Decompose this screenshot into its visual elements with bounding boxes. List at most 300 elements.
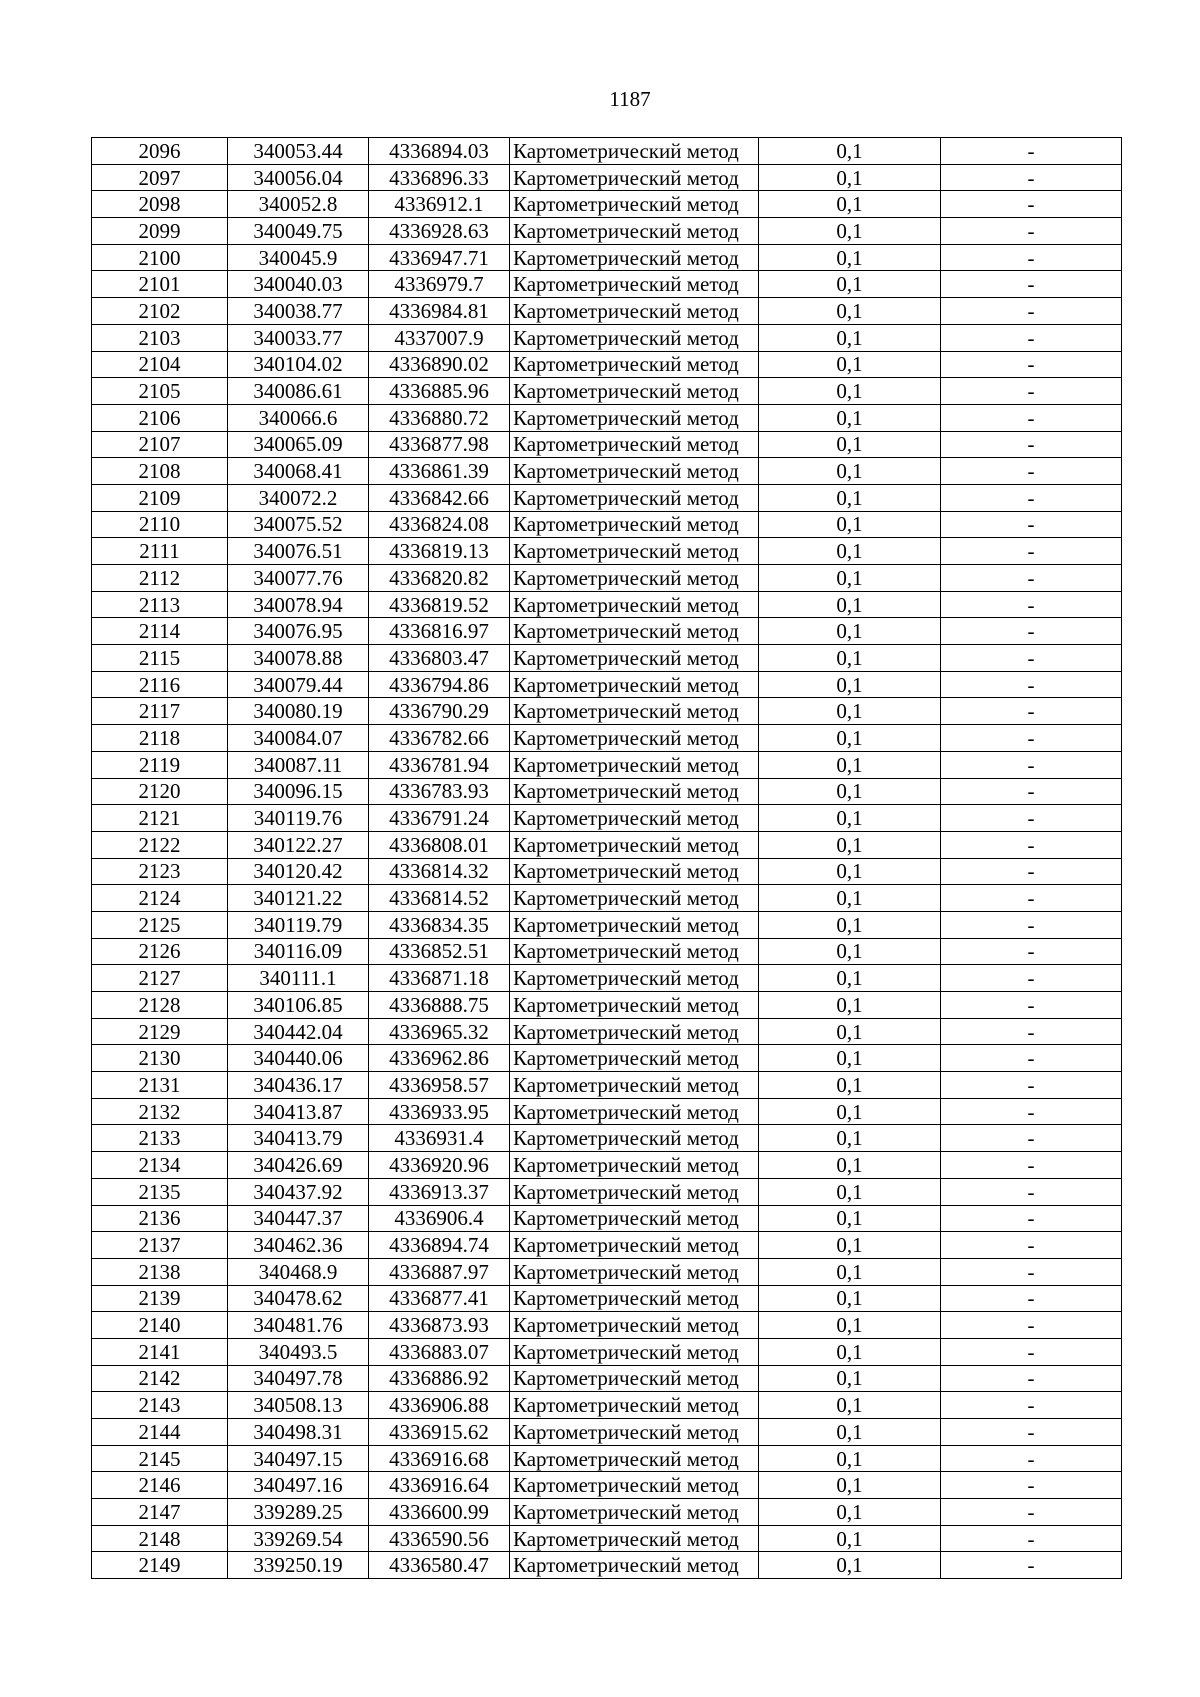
method-cell: Картометрический метод [510,1419,759,1446]
point-number-cell: 2106 [92,404,228,431]
accuracy-cell: 0,1 [759,725,941,752]
table-row [92,911,1122,938]
method-cell: Картометрический метод [510,298,759,325]
x-coordinate-cell: 339250.19 [228,1552,369,1579]
table-row [92,885,1122,912]
accuracy-cell: 0,1 [759,164,941,191]
point-number-cell: 2100 [92,244,228,271]
x-coordinate-cell: 340056.04 [228,164,369,191]
method-cell: Картометрический метод [510,778,759,805]
table-row [92,831,1122,858]
note-cell: - [941,271,1122,298]
accuracy-cell: 0,1 [759,1018,941,1045]
method-cell: Картометрический метод [510,1552,759,1579]
accuracy-cell: 0,1 [759,911,941,938]
y-coordinate-cell: 4336916.68 [369,1445,510,1472]
method-cell: Картометрический метод [510,565,759,592]
y-coordinate-cell: 4336886.92 [369,1365,510,1392]
table-row [92,1285,1122,1312]
table-row [92,138,1122,165]
y-coordinate-cell: 4336834.35 [369,911,510,938]
note-cell: - [941,324,1122,351]
table-row [92,858,1122,885]
method-cell: Картометрический метод [510,351,759,378]
y-coordinate-cell: 4336888.75 [369,992,510,1019]
method-cell: Картометрический метод [510,965,759,992]
y-coordinate-cell: 4336814.32 [369,858,510,885]
table-row [92,378,1122,405]
method-cell: Картометрический метод [510,138,759,165]
y-coordinate-cell: 4336979.7 [369,271,510,298]
table-row [92,992,1122,1019]
table-row [92,218,1122,245]
y-coordinate-cell: 4336783.93 [369,778,510,805]
y-coordinate-cell: 4336877.41 [369,1285,510,1312]
x-coordinate-cell: 340033.77 [228,324,369,351]
y-coordinate-cell: 4336861.39 [369,458,510,485]
point-number-cell: 2120 [92,778,228,805]
x-coordinate-cell: 340119.79 [228,911,369,938]
x-coordinate-cell: 339289.25 [228,1499,369,1526]
note-cell: - [941,831,1122,858]
y-coordinate-cell: 4336590.56 [369,1525,510,1552]
note-cell: - [941,1178,1122,1205]
table-row [92,725,1122,752]
method-cell: Картометрический метод [510,244,759,271]
note-cell: - [941,1552,1122,1579]
y-coordinate-cell: 4336814.52 [369,885,510,912]
point-number-cell: 2143 [92,1392,228,1419]
note-cell: - [941,191,1122,218]
y-coordinate-cell: 4336947.71 [369,244,510,271]
accuracy-cell: 0,1 [759,1072,941,1099]
x-coordinate-cell: 340087.11 [228,751,369,778]
method-cell: Картометрический метод [510,1525,759,1552]
table-row [92,1499,1122,1526]
note-cell: - [941,244,1122,271]
accuracy-cell: 0,1 [759,324,941,351]
y-coordinate-cell: 4336873.93 [369,1312,510,1339]
accuracy-cell: 0,1 [759,218,941,245]
x-coordinate-cell: 340076.51 [228,538,369,565]
y-coordinate-cell: 4336580.47 [369,1552,510,1579]
x-coordinate-cell: 340080.19 [228,698,369,725]
note-cell: - [941,885,1122,912]
accuracy-cell: 0,1 [759,458,941,485]
note-cell: - [941,1499,1122,1526]
y-coordinate-cell: 4336962.86 [369,1045,510,1072]
table-row [92,191,1122,218]
x-coordinate-cell: 340481.76 [228,1312,369,1339]
method-cell: Картометрический метод [510,1098,759,1125]
x-coordinate-cell: 340053.44 [228,138,369,165]
table-row [92,1525,1122,1552]
table-row [92,1018,1122,1045]
x-coordinate-cell: 340116.09 [228,938,369,965]
accuracy-cell: 0,1 [759,431,941,458]
method-cell: Картометрический метод [510,885,759,912]
accuracy-cell: 0,1 [759,1312,941,1339]
note-cell: - [941,1445,1122,1472]
note-cell: - [941,751,1122,778]
accuracy-cell: 0,1 [759,1045,941,1072]
x-coordinate-cell: 340045.9 [228,244,369,271]
x-coordinate-cell: 340493.5 [228,1338,369,1365]
x-coordinate-cell: 339269.54 [228,1525,369,1552]
table-row [92,671,1122,698]
y-coordinate-cell: 4336819.52 [369,591,510,618]
table-row [92,538,1122,565]
accuracy-cell: 0,1 [759,1285,941,1312]
table-row [92,1152,1122,1179]
table-row [92,591,1122,618]
method-cell: Картометрический метод [510,1338,759,1365]
method-cell: Картометрический метод [510,458,759,485]
point-number-cell: 2121 [92,805,228,832]
point-number-cell: 2127 [92,965,228,992]
table-row [92,404,1122,431]
method-cell: Картометрический метод [510,378,759,405]
method-cell: Картометрический метод [510,324,759,351]
accuracy-cell: 0,1 [759,805,941,832]
point-number-cell: 2133 [92,1125,228,1152]
point-number-cell: 2126 [92,938,228,965]
point-number-cell: 2134 [92,1152,228,1179]
point-number-cell: 2096 [92,138,228,165]
method-cell: Картометрический метод [510,1258,759,1285]
y-coordinate-cell: 4336820.82 [369,565,510,592]
coordinates-table [91,137,1122,1579]
table-row [92,164,1122,191]
accuracy-cell: 0,1 [759,885,941,912]
y-coordinate-cell: 4336790.29 [369,698,510,725]
x-coordinate-cell: 340497.78 [228,1365,369,1392]
coordinates-table-body [92,138,1122,1579]
accuracy-cell: 0,1 [759,244,941,271]
table-row [92,751,1122,778]
note-cell: - [941,218,1122,245]
table-row [92,965,1122,992]
table-row [92,1098,1122,1125]
y-coordinate-cell: 4336894.74 [369,1232,510,1259]
y-coordinate-cell: 4336600.99 [369,1499,510,1526]
x-coordinate-cell: 340065.09 [228,431,369,458]
accuracy-cell: 0,1 [759,1392,941,1419]
table-row [92,271,1122,298]
method-cell: Картометрический метод [510,1232,759,1259]
note-cell: - [941,1472,1122,1499]
x-coordinate-cell: 340052.8 [228,191,369,218]
method-cell: Картометрический метод [510,698,759,725]
point-number-cell: 2130 [92,1045,228,1072]
point-number-cell: 2116 [92,671,228,698]
note-cell: - [941,138,1122,165]
x-coordinate-cell: 340078.88 [228,645,369,672]
accuracy-cell: 0,1 [759,1365,941,1392]
note-cell: - [941,538,1122,565]
point-number-cell: 2123 [92,858,228,885]
method-cell: Картометрический метод [510,618,759,645]
point-number-cell: 2147 [92,1499,228,1526]
method-cell: Картометрический метод [510,191,759,218]
y-coordinate-cell: 4336791.24 [369,805,510,832]
note-cell: - [941,778,1122,805]
accuracy-cell: 0,1 [759,778,941,805]
table-row [92,458,1122,485]
x-coordinate-cell: 340436.17 [228,1072,369,1099]
method-cell: Картометрический метод [510,938,759,965]
table-row [92,1125,1122,1152]
note-cell: - [941,938,1122,965]
point-number-cell: 2141 [92,1338,228,1365]
x-coordinate-cell: 340106.85 [228,992,369,1019]
x-coordinate-cell: 340076.95 [228,618,369,645]
note-cell: - [941,404,1122,431]
method-cell: Картометрический метод [510,1472,759,1499]
x-coordinate-cell: 340413.79 [228,1125,369,1152]
note-cell: - [941,1125,1122,1152]
accuracy-cell: 0,1 [759,938,941,965]
point-number-cell: 2114 [92,618,228,645]
y-coordinate-cell: 4336920.96 [369,1152,510,1179]
x-coordinate-cell: 340049.75 [228,218,369,245]
point-number-cell: 2128 [92,992,228,1019]
table-row [92,1072,1122,1099]
y-coordinate-cell: 4336887.97 [369,1258,510,1285]
point-number-cell: 2129 [92,1018,228,1045]
y-coordinate-cell: 4336916.64 [369,1472,510,1499]
note-cell: - [941,458,1122,485]
y-coordinate-cell: 4336803.47 [369,645,510,672]
note-cell: - [941,565,1122,592]
y-coordinate-cell: 4336871.18 [369,965,510,992]
note-cell: - [941,1098,1122,1125]
point-number-cell: 2110 [92,511,228,538]
note-cell: - [941,805,1122,832]
y-coordinate-cell: 4336781.94 [369,751,510,778]
table-row [92,1365,1122,1392]
point-number-cell: 2112 [92,565,228,592]
point-number-cell: 2097 [92,164,228,191]
accuracy-cell: 0,1 [759,1258,941,1285]
x-coordinate-cell: 340111.1 [228,965,369,992]
note-cell: - [941,1018,1122,1045]
point-number-cell: 2135 [92,1178,228,1205]
accuracy-cell: 0,1 [759,1338,941,1365]
y-coordinate-cell: 4336885.96 [369,378,510,405]
note-cell: - [941,1232,1122,1259]
x-coordinate-cell: 340440.06 [228,1045,369,1072]
accuracy-cell: 0,1 [759,538,941,565]
accuracy-cell: 0,1 [759,618,941,645]
accuracy-cell: 0,1 [759,992,941,1019]
x-coordinate-cell: 340079.44 [228,671,369,698]
table-row [92,778,1122,805]
accuracy-cell: 0,1 [759,1525,941,1552]
accuracy-cell: 0,1 [759,1499,941,1526]
y-coordinate-cell: 4336816.97 [369,618,510,645]
point-number-cell: 2109 [92,484,228,511]
method-cell: Картометрический метод [510,164,759,191]
x-coordinate-cell: 340442.04 [228,1018,369,1045]
accuracy-cell: 0,1 [759,511,941,538]
point-number-cell: 2108 [92,458,228,485]
accuracy-cell: 0,1 [759,831,941,858]
table-row [92,1258,1122,1285]
y-coordinate-cell: 4336928.63 [369,218,510,245]
x-coordinate-cell: 340086.61 [228,378,369,405]
x-coordinate-cell: 340462.36 [228,1232,369,1259]
accuracy-cell: 0,1 [759,138,941,165]
table-row [92,805,1122,832]
note-cell: - [941,1392,1122,1419]
x-coordinate-cell: 340468.9 [228,1258,369,1285]
table-row [92,565,1122,592]
y-coordinate-cell: 4336984.81 [369,298,510,325]
x-coordinate-cell: 340426.69 [228,1152,369,1179]
note-cell: - [941,1525,1122,1552]
method-cell: Картометрический метод [510,1365,759,1392]
accuracy-cell: 0,1 [759,1125,941,1152]
table-row [92,1419,1122,1446]
table-row [92,1552,1122,1579]
method-cell: Картометрический метод [510,992,759,1019]
accuracy-cell: 0,1 [759,591,941,618]
x-coordinate-cell: 340497.15 [228,1445,369,1472]
point-number-cell: 2124 [92,885,228,912]
method-cell: Картометрический метод [510,1312,759,1339]
note-cell: - [941,725,1122,752]
note-cell: - [941,1365,1122,1392]
table-row [92,511,1122,538]
y-coordinate-cell: 4336906.4 [369,1205,510,1232]
point-number-cell: 2107 [92,431,228,458]
table-row [92,1205,1122,1232]
table-row [92,698,1122,725]
x-coordinate-cell: 340437.92 [228,1178,369,1205]
method-cell: Картометрический метод [510,1018,759,1045]
method-cell: Картометрический метод [510,858,759,885]
method-cell: Картометрический метод [510,484,759,511]
method-cell: Картометрический метод [510,725,759,752]
y-coordinate-cell: 4337007.9 [369,324,510,351]
y-coordinate-cell: 4336965.32 [369,1018,510,1045]
point-number-cell: 2118 [92,725,228,752]
note-cell: - [941,1312,1122,1339]
accuracy-cell: 0,1 [759,1098,941,1125]
method-cell: Картометрический метод [510,218,759,245]
y-coordinate-cell: 4336890.02 [369,351,510,378]
point-number-cell: 2138 [92,1258,228,1285]
x-coordinate-cell: 340078.94 [228,591,369,618]
note-cell: - [941,1072,1122,1099]
point-number-cell: 2149 [92,1552,228,1579]
table-row [92,645,1122,672]
table-row [92,244,1122,271]
y-coordinate-cell: 4336782.66 [369,725,510,752]
table-row [92,1312,1122,1339]
accuracy-cell: 0,1 [759,1205,941,1232]
accuracy-cell: 0,1 [759,1445,941,1472]
method-cell: Картометрический метод [510,431,759,458]
y-coordinate-cell: 4336852.51 [369,938,510,965]
point-number-cell: 2119 [92,751,228,778]
y-coordinate-cell: 4336894.03 [369,138,510,165]
accuracy-cell: 0,1 [759,645,941,672]
accuracy-cell: 0,1 [759,1232,941,1259]
method-cell: Картометрический метод [510,538,759,565]
x-coordinate-cell: 340498.31 [228,1419,369,1446]
x-coordinate-cell: 340077.76 [228,565,369,592]
x-coordinate-cell: 340068.41 [228,458,369,485]
table-row [92,1445,1122,1472]
x-coordinate-cell: 340122.27 [228,831,369,858]
accuracy-cell: 0,1 [759,404,941,431]
x-coordinate-cell: 340508.13 [228,1392,369,1419]
x-coordinate-cell: 340121.22 [228,885,369,912]
table-row [92,1338,1122,1365]
note-cell: - [941,1045,1122,1072]
y-coordinate-cell: 4336883.07 [369,1338,510,1365]
accuracy-cell: 0,1 [759,671,941,698]
y-coordinate-cell: 4336931.4 [369,1125,510,1152]
method-cell: Картометрический метод [510,751,759,778]
x-coordinate-cell: 340497.16 [228,1472,369,1499]
note-cell: - [941,671,1122,698]
point-number-cell: 2104 [92,351,228,378]
point-number-cell: 2103 [92,324,228,351]
method-cell: Картометрический метод [510,1285,759,1312]
point-number-cell: 2142 [92,1365,228,1392]
note-cell: - [941,645,1122,672]
note-cell: - [941,1338,1122,1365]
point-number-cell: 2131 [92,1072,228,1099]
point-number-cell: 2101 [92,271,228,298]
method-cell: Картометрический метод [510,1152,759,1179]
point-number-cell: 2136 [92,1205,228,1232]
note-cell: - [941,698,1122,725]
method-cell: Картометрический метод [510,1205,759,1232]
table-row [92,1178,1122,1205]
x-coordinate-cell: 340040.03 [228,271,369,298]
point-number-cell: 2122 [92,831,228,858]
note-cell: - [941,1205,1122,1232]
method-cell: Картометрический метод [510,911,759,938]
point-number-cell: 2144 [92,1419,228,1446]
y-coordinate-cell: 4336915.62 [369,1419,510,1446]
accuracy-cell: 0,1 [759,1178,941,1205]
point-number-cell: 2117 [92,698,228,725]
method-cell: Картометрический метод [510,1045,759,1072]
y-coordinate-cell: 4336896.33 [369,164,510,191]
note-cell: - [941,298,1122,325]
point-number-cell: 2098 [92,191,228,218]
table-row [92,324,1122,351]
accuracy-cell: 0,1 [759,965,941,992]
point-number-cell: 2099 [92,218,228,245]
method-cell: Картометрический метод [510,671,759,698]
note-cell: - [941,1258,1122,1285]
x-coordinate-cell: 340096.15 [228,778,369,805]
accuracy-cell: 0,1 [759,298,941,325]
note-cell: - [941,431,1122,458]
accuracy-cell: 0,1 [759,858,941,885]
y-coordinate-cell: 4336913.37 [369,1178,510,1205]
accuracy-cell: 0,1 [759,1472,941,1499]
method-cell: Картометрический метод [510,1125,759,1152]
y-coordinate-cell: 4336794.86 [369,671,510,698]
table-row [92,938,1122,965]
